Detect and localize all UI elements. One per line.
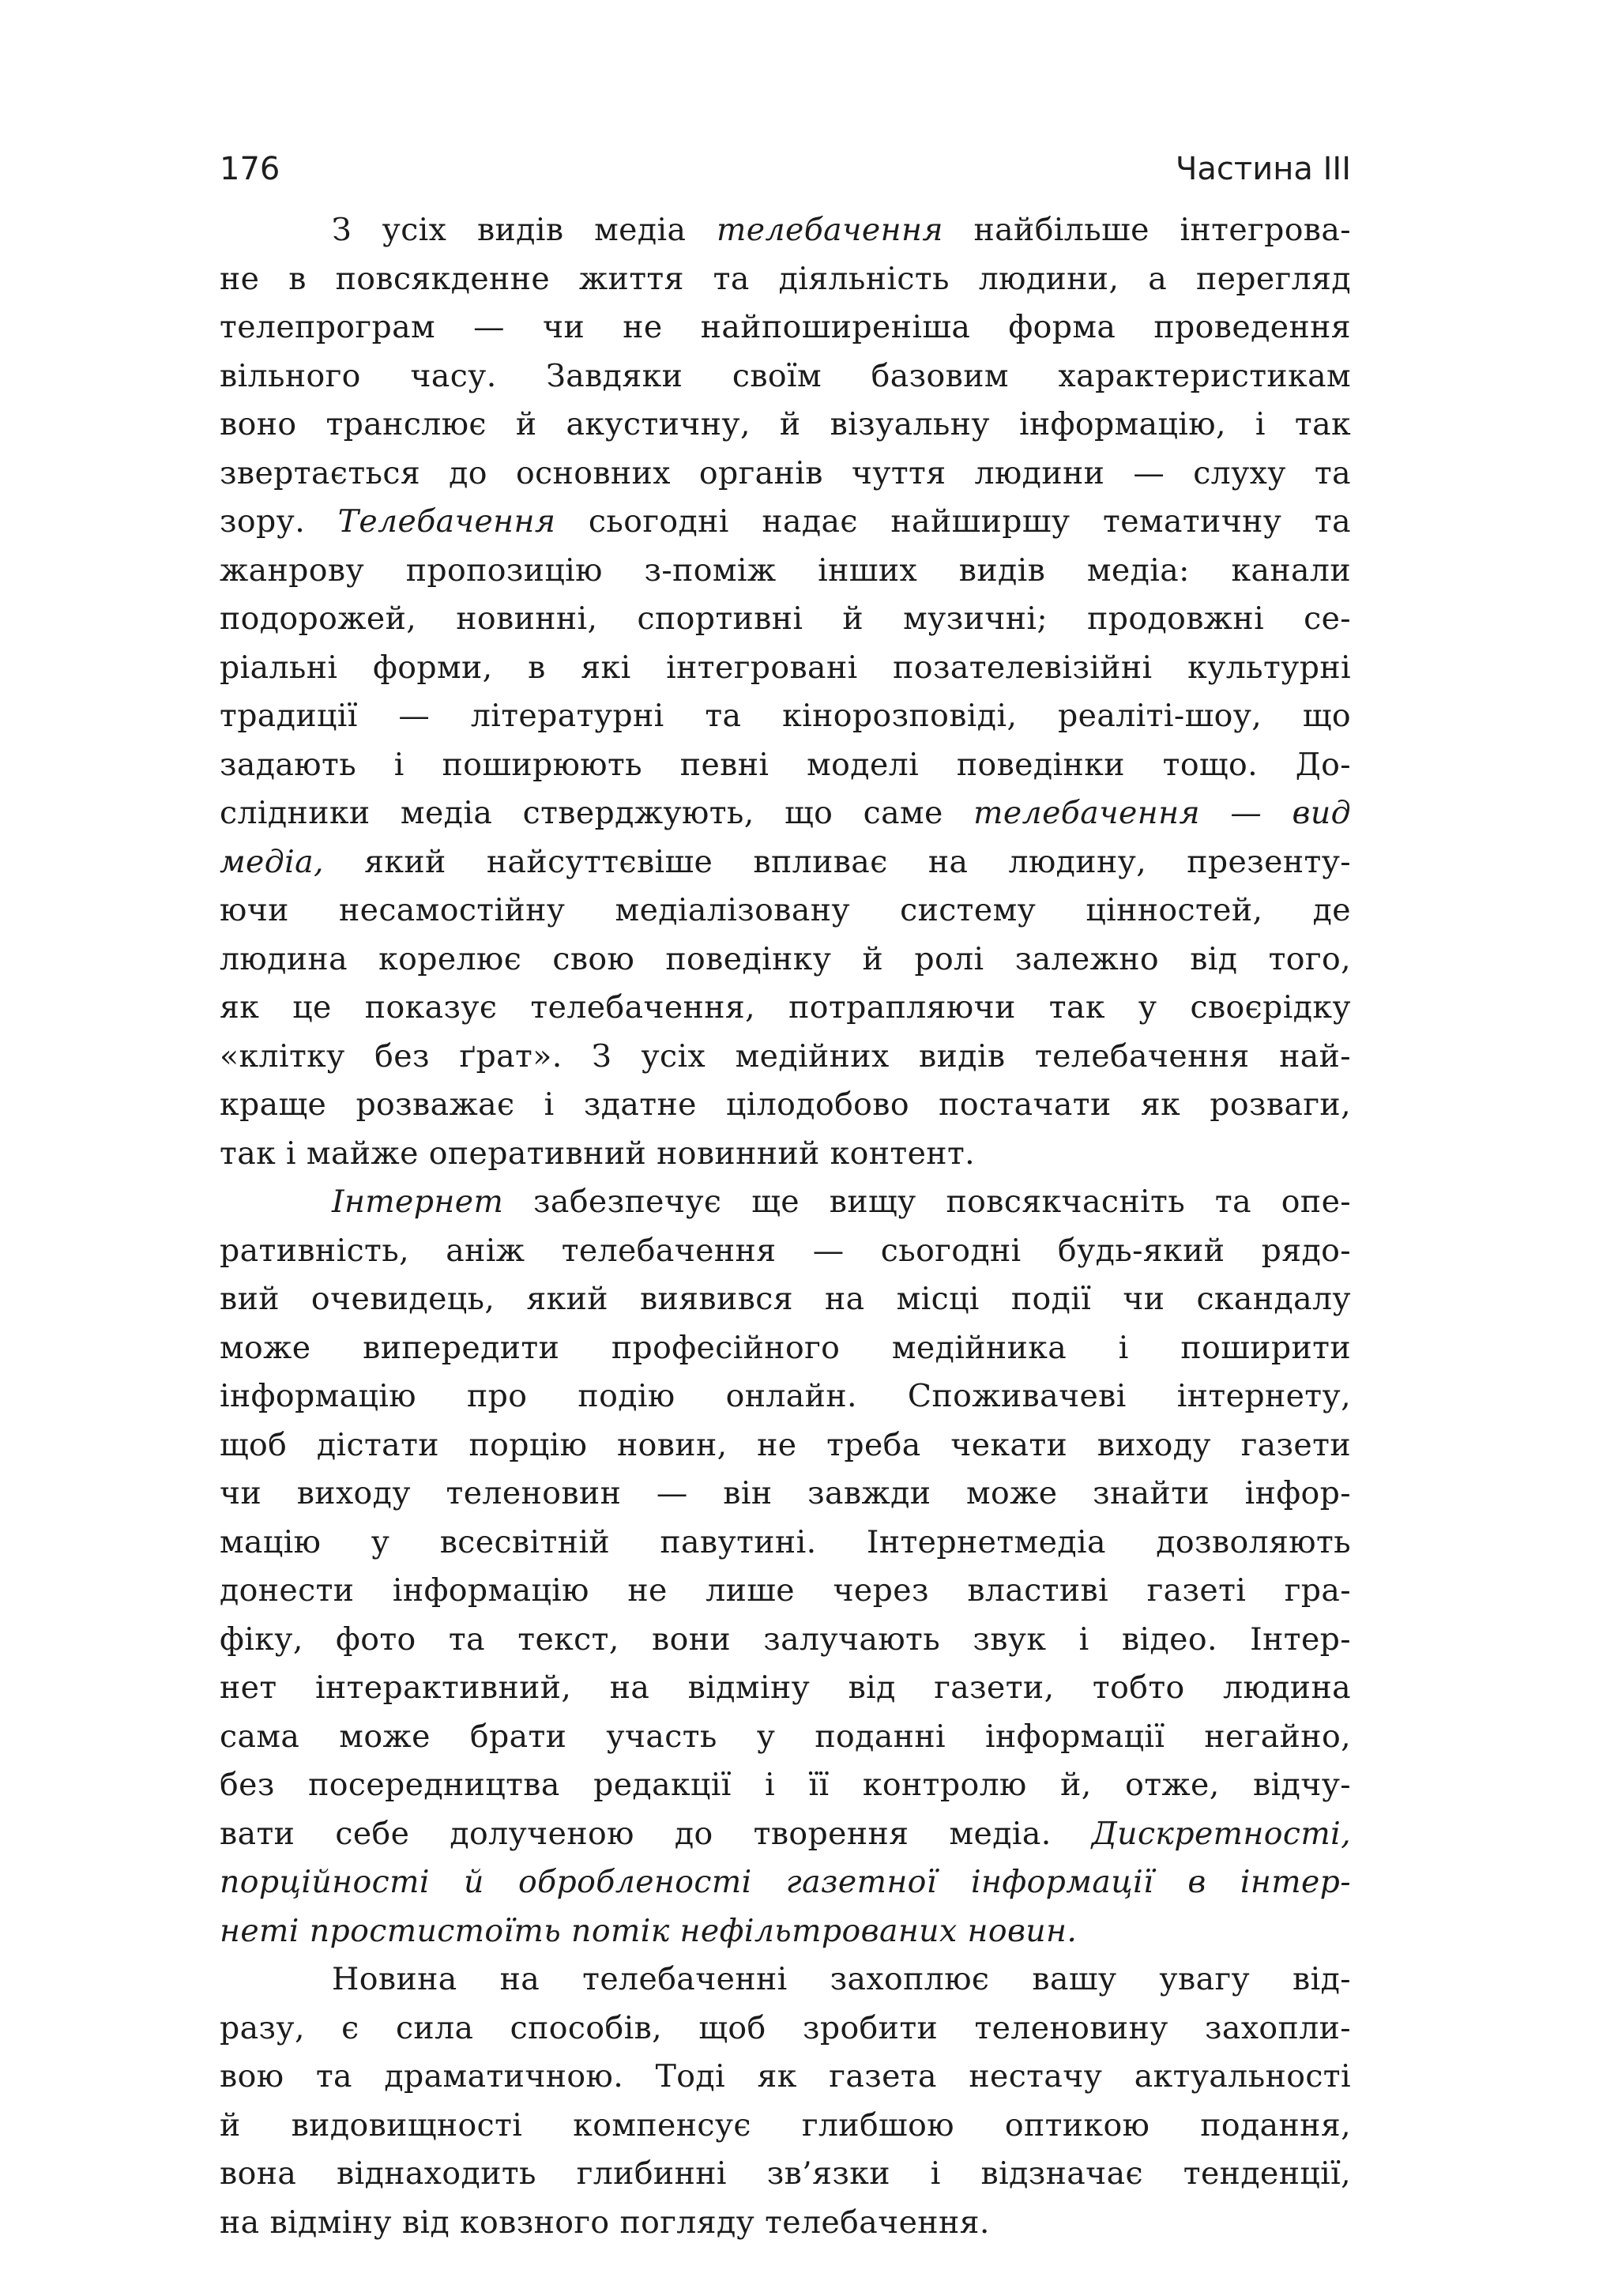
text-line (220, 1616, 1351, 1665)
text-run: разу, є сила способів, щоб зробити теленовину захопли- (220, 2009, 1351, 2046)
text-run: й видовищності компенсує глибшою оптикою подання, (220, 2106, 1351, 2144)
text-run: сама може брати участь у поданні інформації негайно, (220, 1718, 1351, 1755)
text-run: задають і поширюють певні моделі поведінки тощо. До- (220, 746, 1351, 783)
text-line (220, 1372, 1351, 1421)
text-run: сьогодні надає найширшу тематичну та (555, 503, 1351, 540)
text-run: «клітку без ґрат». З усіх медійних видів телебачення най- (220, 1037, 1351, 1075)
text-line (220, 984, 1351, 1033)
text-line (220, 1081, 1351, 1130)
text-run: щоб дістати порцію новин, не треба чекати виходу газети (220, 1426, 1351, 1463)
text-line (220, 838, 1351, 887)
body-text (220, 206, 1351, 2247)
text-run: воно транслює й акустичну, й візуальну інформацію, і так (220, 406, 1351, 442)
text-run: звертається до основних органів чуття людини — слуху та (220, 454, 1351, 491)
text-run: подорожей, новинні, спортивні й музичні; продовжні се- (220, 600, 1351, 637)
text-line (220, 2150, 1351, 2199)
paragraph (220, 206, 1351, 1178)
text-run: традиції — літературні та кінорозповіді, реаліті-шоу, що (220, 698, 1351, 734)
emphasis-text: Дискретності, (1091, 1815, 1351, 1852)
text-line (220, 1761, 1351, 1810)
emphasis-text: медіа, (220, 843, 324, 880)
text-line (220, 1227, 1351, 1276)
text-line (220, 595, 1351, 644)
text-run: людина корелює свою поведінку й ролі залежно від того, (220, 940, 1351, 977)
text-run: вий очевидець, який виявився на місці події чи скандалу (220, 1281, 1351, 1317)
section-title: Частина III (1176, 151, 1351, 187)
text-line (220, 1567, 1351, 1616)
text-run: так і майже оперативний новинний контент. (220, 1135, 976, 1172)
text-line (220, 1713, 1351, 1762)
text-run: інформацію про подію онлайн. Споживачеві інтернету, (220, 1378, 1351, 1414)
text-line (220, 741, 1351, 790)
text-line (220, 1130, 1351, 1179)
text-run: забезпечує ще вищу повсякчасніть та опе- (503, 1184, 1351, 1220)
text-line (220, 206, 1351, 255)
text-run: фіку, фото та текст, вони залучають звук і відео. Інтер- (220, 1620, 1351, 1658)
text-line (220, 1033, 1351, 1082)
text-line (220, 1519, 1351, 1568)
paragraph (220, 1955, 1351, 2247)
text-run: вільного часу. Завдяки своїм базовим характеристикам (220, 357, 1351, 394)
text-line (220, 303, 1351, 352)
text-line (220, 886, 1351, 935)
text-run: ріальні форми, в які інтегровані позателевізійні культурні (220, 649, 1351, 686)
text-line (220, 2102, 1351, 2151)
text-line (220, 1907, 1351, 1956)
text-run: вою та драматичною. Тоді як газета нестачу актуальності (220, 2058, 1351, 2095)
text-line (220, 692, 1351, 741)
text-run: нет інтерактивний, на відміну від газети, тобто людина (220, 1669, 1351, 1706)
text-run: З усіх видів медіа (332, 212, 717, 248)
text-line (220, 2004, 1351, 2053)
running-head (220, 147, 1351, 191)
text-run: жанрову пропозицію з-поміж інших видів медіа: канали (220, 551, 1351, 589)
text-run: на відміну від ковзного погляду телебачення. (220, 2204, 990, 2241)
text-line (220, 547, 1351, 596)
emphasis-text: порційності й обробленості газетної інформації в інтер- (220, 1864, 1351, 1900)
emphasis-text: неті простистоїть потік нефільтрованих новин. (220, 1912, 1078, 1949)
text-run: слідники медіа стверджують, що саме (220, 795, 974, 831)
text-run: донести інформацію не лише через властиві газеті гра- (220, 1572, 1351, 1609)
emphasis-text: Інтернет (332, 1184, 504, 1220)
text-line (220, 935, 1351, 984)
text-line (220, 2199, 1351, 2248)
text-run: найбільше інтегрова- (943, 212, 1351, 248)
text-line (220, 1324, 1351, 1373)
text-run: краще розважає і здатне цілодобово постачати як розваги, (220, 1086, 1351, 1123)
text-run: може випередити професійного медійника і поширити (220, 1329, 1351, 1366)
text-run: телепрограм — чи не найпоширеніша форма проведення (220, 309, 1351, 345)
text-run: який найсуттєвіше впливає на людину, презенту- (323, 843, 1351, 880)
text-line (220, 2053, 1351, 2102)
emphasis-text: Телебачення (337, 503, 556, 540)
page-number: 176 (220, 151, 280, 187)
text-run: не в повсякденне життя та діяльність людини, а перегляд (220, 260, 1351, 297)
text-line (220, 1421, 1351, 1470)
text-line (220, 1470, 1351, 1519)
text-line (220, 401, 1351, 450)
text-run: вона віднаходить глибинні зв’язки і відзначає тенденції, (220, 2155, 1351, 2192)
text-line (220, 789, 1351, 838)
text-line (220, 644, 1351, 693)
text-line (220, 1664, 1351, 1713)
emphasis-text: телебачення (717, 212, 943, 248)
emphasis-text: телебачення — вид (973, 795, 1351, 831)
text-run: Новина на телебаченні захоплює вашу увагу від- (332, 1961, 1351, 1997)
text-run: ративність, аніж телебачення — сьогодні будь-який рядо- (220, 1232, 1351, 1269)
text-run: чи виходу теленовин — він завжди може знайти інфор- (220, 1475, 1351, 1511)
text-line (220, 498, 1351, 547)
text-run: мацію у всесвітній павутині. Інтернетмедіа дозволяють (220, 1523, 1351, 1560)
text-line (220, 1810, 1351, 1859)
text-line (220, 255, 1351, 304)
text-run: ючи несамостійну медіалізовану систему цінностей, де (220, 892, 1351, 928)
text-run: як це показує телебачення, потрапляючи так у своєрідку (220, 989, 1351, 1026)
text-line (220, 1275, 1351, 1324)
paragraph (220, 1178, 1351, 1955)
text-run: вати себе долученою до творення медіа. (220, 1815, 1092, 1852)
text-line (220, 450, 1351, 499)
text-run: без посередництва редакції і її контролю й, отже, відчу- (220, 1767, 1351, 1803)
text-line (220, 1955, 1351, 2004)
text-run: зору. (220, 503, 338, 540)
text-line (220, 352, 1351, 401)
text-line (220, 1858, 1351, 1907)
text-line (220, 1178, 1351, 1227)
